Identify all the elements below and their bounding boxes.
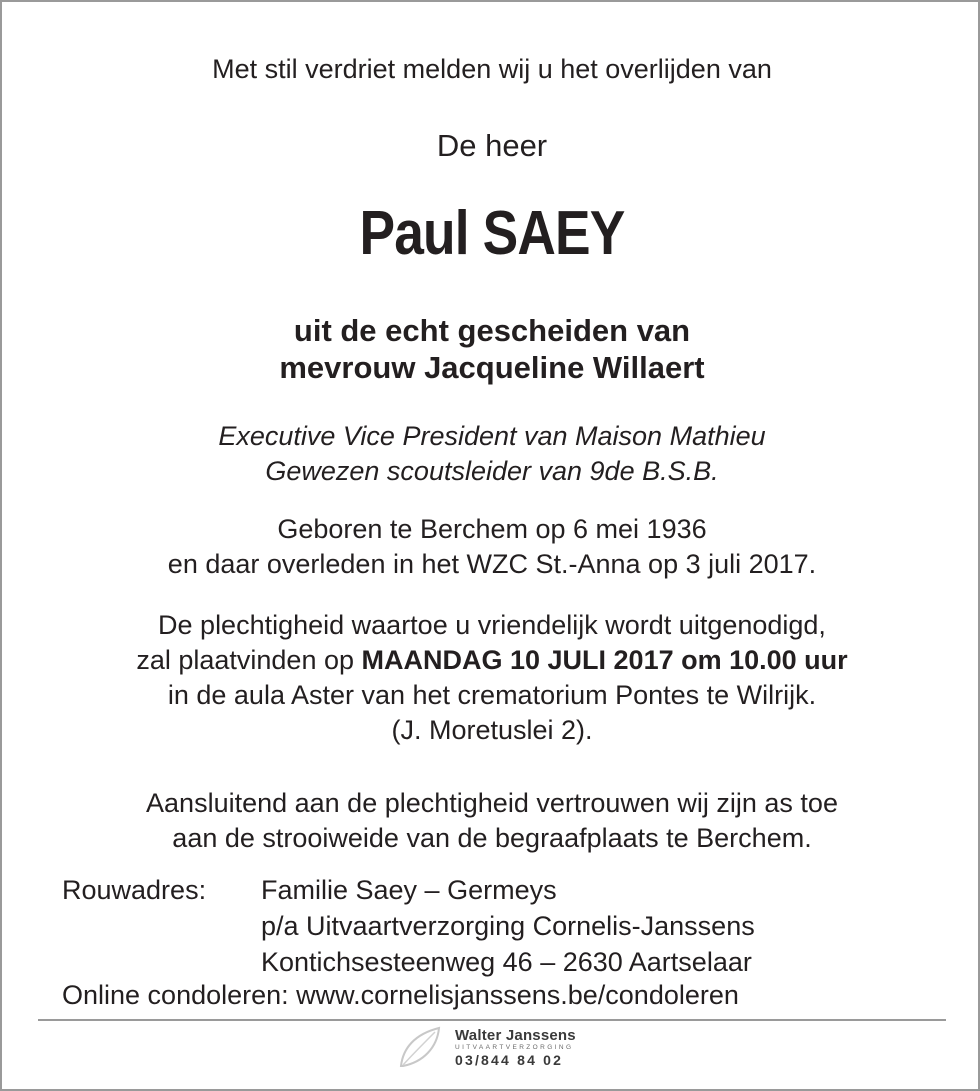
scatter-line-2: aan de strooiweide van de begraafplaats te Berchem. xyxy=(172,823,812,853)
address-line-3: Kontichsesteenweg 46 – 2630 Aartselaar xyxy=(261,947,752,977)
divorce-line-1: uit de echt gescheiden van xyxy=(293,313,691,348)
ceremony-line-1: De plechtigheid waartoe u vriendelijk wordt uitgenodigd, xyxy=(158,610,826,640)
divorce-line-2: mevrouw Jacqueline Willaert xyxy=(279,350,705,385)
address-label: Rouwadres: xyxy=(62,875,207,905)
roles xyxy=(2,419,980,489)
role-line-2: Gewezen scoutsleider van 9de B.S.B. xyxy=(265,456,719,486)
ceremony-line-2-prefix: zal plaatvinden op xyxy=(136,645,362,675)
address-line-2: p/a Uitvaartverzorging Cornelis-Janssens xyxy=(261,911,755,941)
address-row-1 xyxy=(62,872,755,908)
mourning-address xyxy=(62,872,755,980)
ceremony-line-2 xyxy=(2,643,980,678)
ceremony-date: MAANDAG 10 JULI 2017 om 10.00 uur xyxy=(361,645,848,675)
divider xyxy=(38,1019,946,1021)
role-line-1: Executive Vice President van Maison Mathieu xyxy=(218,421,766,451)
online-condolence: Online condoleren: www.cornelisjanssens.be/condoleren xyxy=(62,980,739,1010)
scatter-line-1: Aansluitend aan de plechtigheid vertrouwen wij zijn as toe xyxy=(146,788,838,818)
deceased-name: Paul SAEY xyxy=(359,199,625,268)
funeral-home-logo xyxy=(397,1024,597,1072)
born-line-1: Geboren te Berchem op 6 mei 1936 xyxy=(277,514,707,544)
ceremony-line-3: in de aula Aster van het crematorium Pontes te Wilrijk. xyxy=(167,680,817,710)
address-line-1: Familie Saey – Germeys xyxy=(261,875,557,905)
born-line-2: en daar overleden in het WZC St.-Anna op 3 juli 2017. xyxy=(167,549,817,579)
logo-name: Walter Janssens xyxy=(455,1027,576,1044)
ceremony-line-4: (J. Moretuslei 2). xyxy=(391,715,593,745)
scattering-info xyxy=(2,786,980,856)
honorific: De heer xyxy=(436,128,548,163)
logo-subtitle: UITVAARTVERZORGING xyxy=(455,1044,574,1051)
logo-phone: 03/844 84 02 xyxy=(455,1052,564,1068)
leaf-icon xyxy=(397,1026,443,1068)
divorce-statement xyxy=(2,312,980,386)
intro-text: Met stil verdriet melden wij u het overlijden van xyxy=(212,54,772,84)
birth-death xyxy=(2,512,980,582)
ceremony-info xyxy=(2,608,980,748)
